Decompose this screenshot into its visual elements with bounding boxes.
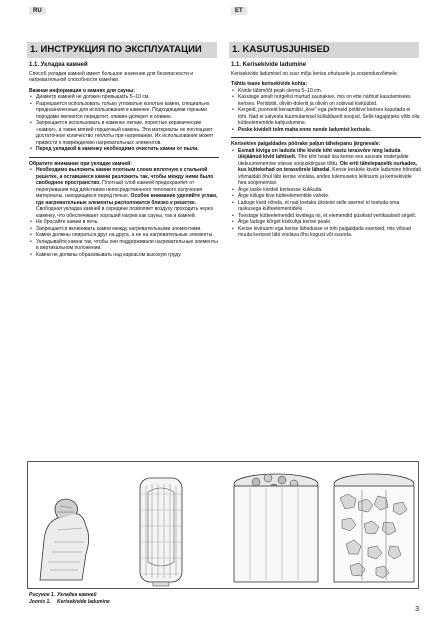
- list-item: • Запрещается вклинивать камни между нагревательными элементами.: [29, 226, 219, 233]
- list-item: • Диаметр камней не должен превышать 5–10 см.: [29, 94, 219, 101]
- caption-et: [29, 599, 110, 606]
- gloved-hand-illustration: [40, 499, 89, 580]
- stones-cutaway-illustration: [334, 474, 414, 582]
- column-et: [231, 62, 421, 243]
- figure-captions: [29, 592, 110, 605]
- text: Kerise keskele kivide ladumine hõredalt võimaldab õhul läbi kerise voolata, andes tulemuseks leiliruumi ja kerisekivide hea soojenemise.: [238, 167, 421, 186]
- lang-tag-ru: RU: [29, 7, 46, 15]
- info-title-et: Tähtis teave kerisekivide kohta:: [231, 81, 308, 87]
- emphasis: Esmalt kiviga on laduda tihe kivide kiht vastu terasvõre ning laduda ülejäänud kivid lahtiselt.: [238, 147, 401, 160]
- info-list-et: [231, 88, 421, 134]
- list-item: [29, 167, 219, 219]
- intro-et: Kerisekivide ladumisel on suur mõju kerise ohutusele ja soojendusvõimele.: [231, 70, 399, 77]
- list-item: • Разрешается использовать только угловатые колотые камни, специально предназначенные для использования в каменке. Подходящими горными породами являются перидотит, оливин-долерит и оливин.: [29, 101, 219, 121]
- attention-title-ru: Обратите внимание при укладке камней:: [29, 160, 132, 167]
- list-item: • Kasutage ainult nurgelisi murtud saunakive, mis on ette nähtud kasutamiseks kerises. Peridotiit, oliviin-doleriit ja oliviin on sobivad kivitüübid.: [231, 94, 421, 107]
- list-item: • Не бросайте камни в печь.: [29, 219, 219, 226]
- list-item: • Камни должны опираться друг на друга, а не на нагревательные элементы.: [29, 232, 219, 239]
- section-header-ru: 1. ИНСТРУКЦИЯ ПО ЭКСПЛУАТАЦИИ: [27, 42, 217, 58]
- list-item: • Камни не должны образовывать над каркасом высокую груду.: [29, 252, 219, 259]
- heater-frame-illustration: [140, 478, 182, 586]
- divider: [231, 137, 421, 138]
- attention-list-et: [231, 148, 421, 239]
- list-item: • Kivide läbimõõt peab olema 5–10 cm.: [231, 88, 421, 95]
- info-list-ru: [29, 94, 219, 153]
- list-item: • Ärge laduge kõrget kivikuhja kerise peale.: [231, 219, 421, 226]
- column-ru: [29, 62, 219, 262]
- list-item: • Kergeid, poorseid keraamilisi „kive" ega pehmeid potikive kerises kasutada ei tohi. Nad ei salvesta kuumutamisel küllaldaselt soojust. Selle tagajärjeks võib olla kütteelementide kahjustumine.: [231, 107, 421, 127]
- list-item: • Ärge laske kivideil kerisesse kukkuda.: [231, 187, 421, 194]
- list-item: • Ärge kiiluge kive kütteelementide vahele.: [231, 193, 421, 200]
- attention-list-ru: [29, 167, 219, 258]
- list-item: • Laduge kivid nõnda, et nad toetaks üksteist selle asemel et toetuda oma raskusega kütteelementidele.: [231, 200, 421, 213]
- list-item: • Перед укладкой в каменку необходимо очистить камни от пыли.: [29, 146, 219, 153]
- caption-text: Укладка камней: [57, 592, 97, 598]
- page-number: 3: [415, 606, 419, 613]
- lang-tag-et: ET: [231, 7, 247, 15]
- emphasis: Необходимо выложить камни плотным слоем вплотную к стальной решетке, а оставшиеся камни разложить так, чтобы между ними было свободное пространство.: [36, 167, 214, 186]
- list-item: • Kerise kiviruumi ega kerise lähedusse ei tohi paigaldada esemeid, mis võivad muuta kerisest läbi voolava õhu kogust või suunda.: [231, 226, 421, 239]
- subheading-ru: 1.1. Укладка камней: [29, 62, 88, 68]
- attention-title-et: Kerisekive paigaldades pöörake paljun tähelepanu järgnevale:: [231, 141, 381, 147]
- text: Tihe kiht hoiab ära kerise ees asuvate materjalide ülekuumenemise otsese soojuskiirguse tõttu.: [238, 154, 409, 167]
- subheading-et: 1.1. Kerisekivide ladumine: [231, 62, 307, 68]
- intro-ru: Способ укладки камней имеет большое значение для безопасности и нагревательной способности каменки.: [29, 70, 194, 83]
- figure-stone-placement: [27, 461, 419, 589]
- list-item: • Укладывайте камни так, чтобы они поддерживали нагревательные элементы в вертикальном положении.: [29, 239, 219, 252]
- text: Плотный слой камней предохраняет от перегревания под действием непосредственного теплового излучения материалы, находящиеся перед печью.: [36, 180, 203, 199]
- emphasis: Ole eriti tähelepanelik nurkades, kus küttekehad on terasvõrele lähedal.: [238, 160, 418, 173]
- stones-top-view-illustration: [234, 474, 318, 582]
- list-item: • Peske kividelt tolm maha enne nende ladumist kerisele.: [231, 127, 421, 134]
- list-item: • Запрещается использовать в каменке легкие, пористые керамические «камни», а также мягкий горшечный камень. Эти материалы не поглощают достаточное количество теплоты при нагревании. Их использование может привести к повреждению нагревательных элементов.: [29, 120, 219, 146]
- caption-text: Kerisekivide ladumine: [57, 598, 110, 605]
- info-title-ru: Важная информация о камнях для сауны:: [29, 87, 135, 94]
- divider: [29, 157, 219, 158]
- figure-illustration: [28, 462, 420, 590]
- caption-number: Joonis 1.: [29, 598, 51, 605]
- section-header-et: 1. KASUTUSJUHISED: [229, 42, 419, 58]
- emphasis: Особое внимание уделяйте углам, где нагревательные элементы расположатся близко к решетке.: [36, 193, 218, 206]
- caption-number: Рисунок 1.: [29, 592, 56, 598]
- text: Свободная укладка камней в середине позволяет воздуху проходить через каменку, что обеспечивает хороший нагрев как сауны, так и камней.: [36, 206, 213, 219]
- list-item: • Toestage kütteelemendid kividega nii, et elemendid püsiksid vertikaalselt sirgelt.: [231, 213, 421, 220]
- list-item: [231, 148, 421, 187]
